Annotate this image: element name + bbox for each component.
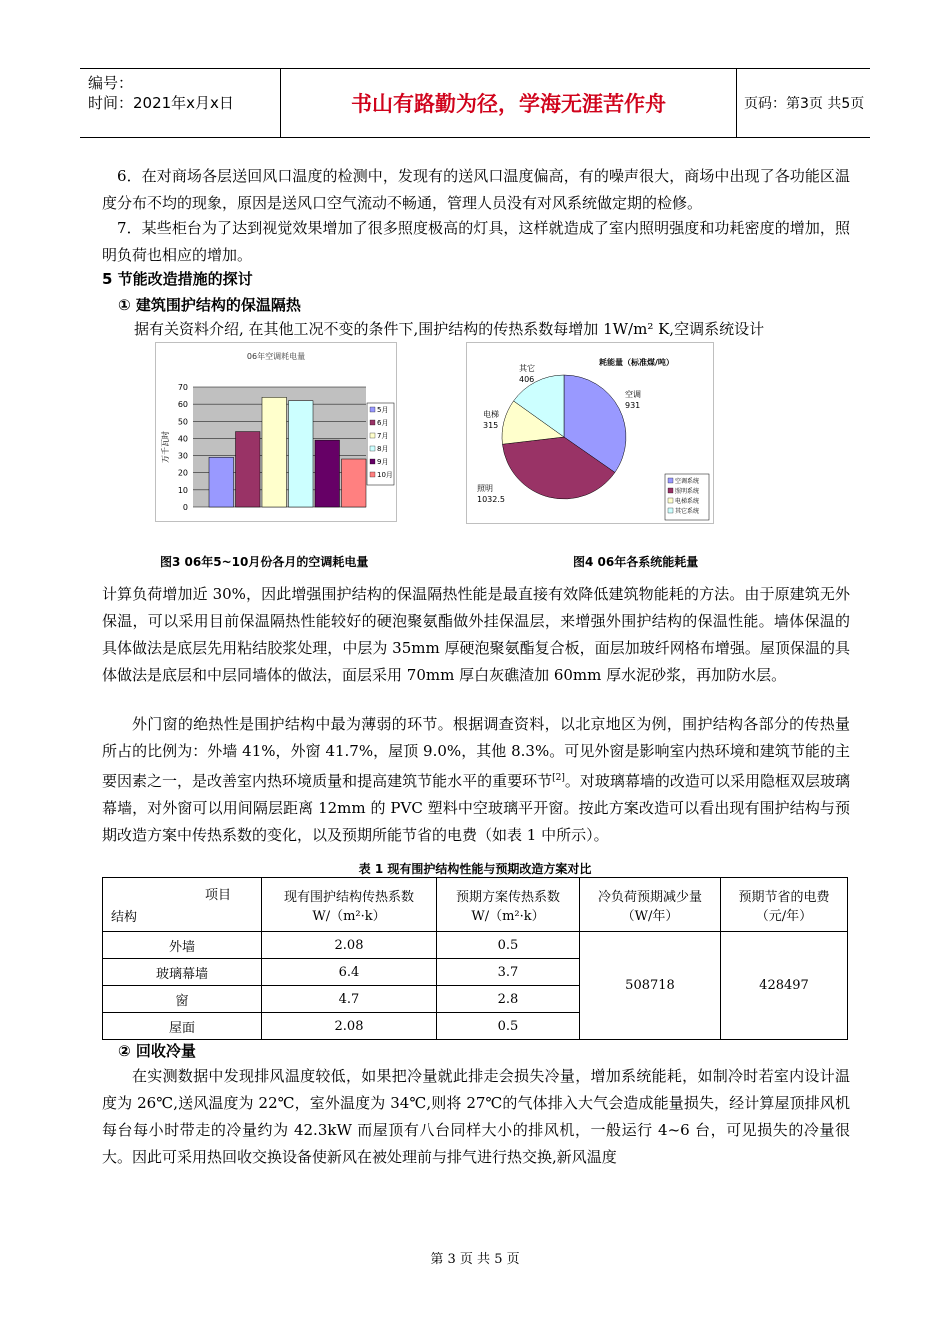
y-tick-label: 50 bbox=[177, 417, 188, 427]
row-existing: 4.7 bbox=[262, 986, 437, 1013]
chart-title: 06年空调耗电量 bbox=[246, 352, 306, 361]
y-tick-label: 70 bbox=[177, 383, 188, 392]
legend-swatch bbox=[370, 420, 375, 425]
y-tick-label: 20 bbox=[177, 468, 188, 478]
paragraph-6: 6．在对商场各层送回风口温度的检测中，发现有的送风口温度偏高，有的噪声很大，商场中出现了各功能区温度分布不均的现象，原因是送风口空气流动不畅通，管理人员没有对风系统做定期的检修。 bbox=[102, 167, 850, 212]
comparison-table bbox=[102, 877, 848, 1040]
y-tick-label: 10 bbox=[177, 485, 188, 495]
row-planned: 0.5 bbox=[437, 932, 580, 959]
legend-label: 7月 bbox=[377, 432, 389, 440]
table-row bbox=[103, 932, 848, 959]
paragraph-windows bbox=[102, 711, 850, 849]
header-reduction-b: （W/年） bbox=[621, 908, 679, 924]
legend-swatch bbox=[370, 446, 375, 451]
y-tick-label: 60 bbox=[177, 400, 188, 410]
legend-label: 5月 bbox=[377, 406, 389, 414]
table-corner-cell bbox=[103, 878, 262, 932]
legend-swatch bbox=[668, 488, 673, 493]
slice-label: 照明 bbox=[477, 484, 493, 493]
legend-label: 电梯系统 bbox=[675, 498, 700, 505]
slice-label: 空调 bbox=[625, 390, 641, 399]
legend-label: 8月 bbox=[377, 445, 389, 453]
legend-swatch bbox=[668, 508, 673, 513]
header-reduction-a: 冷负荷预期减少量 bbox=[597, 889, 702, 905]
slice-label: 电梯 bbox=[483, 410, 499, 419]
header-planned-a: 预期方案传热系数 bbox=[455, 889, 560, 905]
header-motto: 书山有路勤为径，学海无涯苦作舟 bbox=[280, 69, 737, 137]
pie-chart-svg bbox=[467, 343, 713, 523]
row-planned: 3.7 bbox=[437, 959, 580, 986]
bar bbox=[342, 459, 367, 507]
table-1-title: 表 1 现有围护结构性能与预期改造方案对比 bbox=[358, 862, 592, 876]
date-label: 时间：2021年x月x日 bbox=[88, 94, 234, 112]
paragraph-7: 7．某些柜台为了达到视觉效果增加了很多照度极高的灯具，这样就造成了室内照明强度和功耗密度的增加，照明负荷也相应的增加。 bbox=[102, 219, 850, 264]
row-name: 玻璃幕墙 bbox=[103, 959, 262, 986]
row-name: 外墙 bbox=[103, 932, 262, 959]
header-planned-b: W/（m²·k） bbox=[471, 908, 545, 924]
header-existing bbox=[262, 878, 437, 932]
reduction-value: 508718 bbox=[580, 932, 721, 1040]
legend-label: 9月 bbox=[377, 458, 389, 466]
chart-title: 耗能量（标准煤/吨） bbox=[599, 358, 674, 367]
header-existing-b: W/（m²·k） bbox=[312, 908, 386, 924]
page-header bbox=[80, 68, 870, 138]
subheading-insulation: ① 建筑围护结构的保温隔热 bbox=[118, 296, 301, 314]
y-axis-label: 万千瓦时 bbox=[161, 431, 170, 463]
legend-swatch bbox=[668, 478, 673, 483]
header-planned bbox=[437, 878, 580, 932]
figure-4-pie-chart bbox=[466, 342, 714, 524]
legend-label: 6月 bbox=[377, 419, 389, 427]
paragraph-windows-part-a: 外门窗的绝热性是围护结构中最为薄弱的环节。根据调查资料，以北京地区为例，围护结构各部分的传热量所占的比例为：外墙 41%，外窗 41.7%，屋顶 9.0%，其他 8.3%。可见外窗是影响室内热环境和建筑节能的主要因素之一，是改善室内热环境质量和提高建筑节能水平的重要环节 bbox=[102, 715, 850, 790]
row-name: 窗 bbox=[103, 986, 262, 1013]
citation-ref: [2] bbox=[552, 773, 565, 783]
row-existing: 2.08 bbox=[262, 1013, 437, 1040]
table-header-row bbox=[103, 878, 848, 932]
y-tick-label: 40 bbox=[177, 434, 188, 444]
slice-label: 其它 bbox=[519, 364, 535, 373]
y-tick-label: 0 bbox=[182, 503, 188, 512]
legend-swatch bbox=[668, 498, 673, 503]
paragraph-insulation: 计算负荷增加近 30%，因此增强围护结构的保温隔热性能是最直接有效降低建筑物能耗的方法。由于原建筑无外保温，可以采用目前保温隔热性能较好的硬泡聚氨酯做外挂保温层，来增强外围护结构的保温性能。墙体保温的具体做法是底层先用粘结胶浆处理，中层为 35mm 厚硬泡聚氨酯复合板，面层加玻纤网格布增强。屋顶保温的具体做法是底层和中层同墙体的做法，面层采用 70mm 厚白灰礁渣加 60mm 厚水泥砂浆，再加防水层。 bbox=[102, 585, 850, 684]
header-savings bbox=[721, 878, 848, 932]
number-label: 编号： bbox=[88, 74, 134, 92]
bar bbox=[315, 440, 340, 507]
paragraph-intro: 据有关资料介绍, 在其他工况不变的条件下,围护结构的传热系数每增加 1W/m² K,空调系统设计 bbox=[134, 320, 765, 338]
paragraph-windows-part-b: 。对玻璃幕墙的改造可以采用隐框双层玻璃幕墙，对外窗可以用间隔层距离 12mm 的 PVC 塑料中空玻璃平开窗。按此方案改造可以看出现有围护结构与预期改造方案中传热系数的变化，以及预期所能节省的电费（如表 1 中所示）。 bbox=[102, 772, 850, 844]
bar bbox=[289, 401, 314, 507]
figure-3-caption: 图3 06年5~10月份各月的空调耗电量 bbox=[160, 555, 369, 569]
row-name: 屋面 bbox=[103, 1013, 262, 1040]
figure-4-caption: 图4 06年各系统能耗量 bbox=[573, 555, 699, 569]
legend-swatch bbox=[370, 459, 375, 464]
header-existing-a: 现有围护结构传热系数 bbox=[283, 889, 414, 905]
legend-label: 其它系统 bbox=[675, 508, 700, 515]
page-footer: 第 3 页 共 5 页 bbox=[430, 1252, 520, 1267]
header-meta bbox=[88, 73, 280, 113]
row-planned: 0.5 bbox=[437, 1013, 580, 1040]
savings-value: 428497 bbox=[721, 932, 848, 1040]
paragraph-cool-recovery: 在实测数据中发现排风温度较低，如果把冷量就此排走会损失冷量，增加系统能耗，如制冷时若室内设计温度为 26℃,送风温度为 22℃，室外温度为 34℃,则将 27℃的气体排入大气会造成能量损失，经计算屋顶排风机每台每小时带走的冷量约为 42.3kW 而屋顶有八台同样大小的排风机，一般运行 4~6 台，可见损失的冷量很大。因此可采用热回收交换设备使新风在被处理前与排气进行热交换,新风温度 bbox=[102, 1067, 850, 1166]
header-savings-b: （元/年） bbox=[755, 908, 813, 924]
row-existing: 2.08 bbox=[262, 932, 437, 959]
corner-top-label: 项目 bbox=[204, 888, 231, 903]
legend-label: 照明系统 bbox=[675, 488, 700, 495]
figure-3-bar-chart bbox=[155, 342, 397, 522]
header-reduction bbox=[580, 878, 721, 932]
header-page-info: 页码：第3页 共5页 bbox=[744, 96, 865, 112]
legend-label: 空调系统 bbox=[675, 478, 700, 485]
subheading-cool-recovery: ② 回收冷量 bbox=[118, 1042, 196, 1060]
legend-swatch bbox=[370, 433, 375, 438]
legend-swatch bbox=[370, 407, 375, 412]
bar-chart-svg bbox=[156, 343, 396, 521]
bar bbox=[262, 397, 287, 507]
section-heading-5: 5 节能改造措施的探讨 bbox=[102, 270, 253, 288]
slice-value: 406 bbox=[519, 375, 535, 384]
header-savings-a: 预期节省的电费 bbox=[738, 889, 830, 905]
slice-value: 1032.5 bbox=[477, 495, 505, 504]
legend-swatch bbox=[370, 472, 375, 477]
bar bbox=[209, 457, 234, 507]
slice-value: 315 bbox=[483, 421, 499, 430]
row-existing: 6.4 bbox=[262, 959, 437, 986]
y-tick-label: 30 bbox=[177, 451, 188, 461]
slice-value: 931 bbox=[625, 401, 641, 410]
bar bbox=[236, 432, 261, 507]
corner-bottom-label: 结构 bbox=[111, 910, 138, 925]
legend-label: 10月 bbox=[377, 471, 393, 479]
row-planned: 2.8 bbox=[437, 986, 580, 1013]
